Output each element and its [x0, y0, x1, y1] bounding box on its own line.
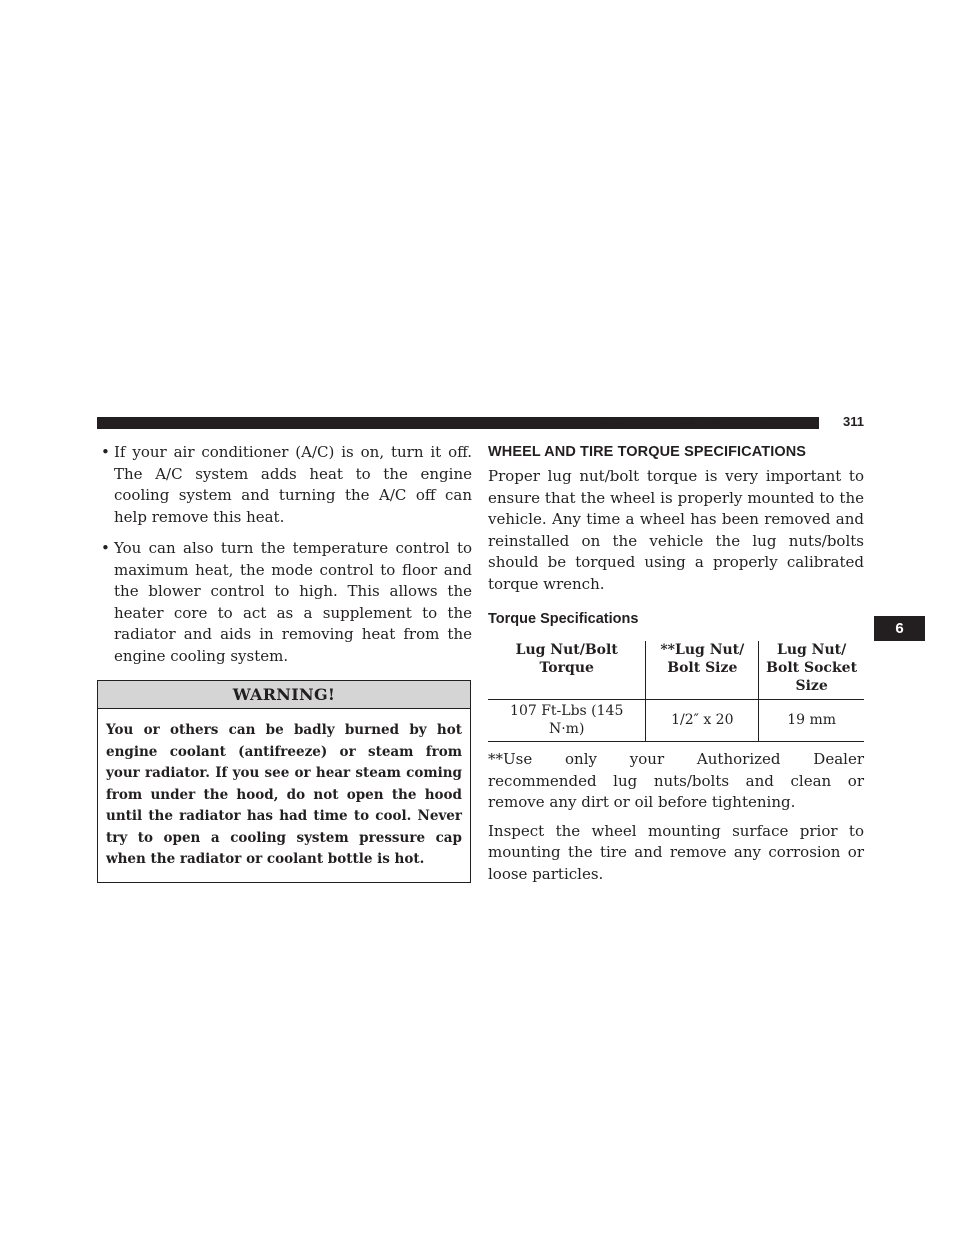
- warning-box: [97, 680, 471, 883]
- bullet-icon: •: [101, 539, 110, 557]
- torque-table: [488, 641, 864, 742]
- table-header-cell: Lug Nut/ Bolt Socket Size: [759, 641, 864, 700]
- bullet-text: If your air conditioner (A/C) is on, turn it off. The A/C system adds heat to the engine cooling system and turning the A/C off can help remove this heat.: [114, 443, 472, 526]
- table-header-cell: **Lug Nut/ Bolt Size: [646, 641, 759, 700]
- chapter-tab: 6: [874, 616, 925, 641]
- subsection-title: Torque Specifications: [488, 611, 639, 627]
- list-item: [97, 538, 472, 667]
- warning-heading: WARNING!: [98, 681, 470, 709]
- bullet-icon: •: [101, 443, 110, 461]
- running-header-title: WHAT TO DO IN EMERGENCIES: [593, 414, 797, 429]
- bullet-text: You can also turn the temperature control to maximum heat, the mode control to floor and the blower control to high. This allows the heater core to act as a supplement to the radiator and aids in removing heat from the engine cooling system.: [114, 539, 472, 665]
- note-paragraph: **Use only your Authorized Dealer recommended lug nuts/bolts and clean or remove any dirt or oil before tightening.: [488, 750, 864, 811]
- table-header-cell: Lug Nut/Bolt Torque: [488, 641, 646, 700]
- intro-paragraph: Proper lug nut/bolt torque is very important to ensure that the wheel is properly mounted to the vehicle. Any time a wheel has been removed and reinstalled on the vehicle the lug nuts/bolts should be torqued using a properly calibrated torque wrench.: [488, 467, 864, 593]
- left-column: [97, 442, 472, 883]
- inspect-paragraph: Inspect the wheel mounting surface prior to mounting the tire and remove any corrosion or loose particles.: [488, 821, 864, 883]
- table-row: [488, 700, 864, 742]
- list-item: [97, 442, 472, 528]
- section-title: WHEEL AND TIRE TORQUE SPECIFICATIONS: [488, 444, 807, 460]
- page-number: 311: [843, 414, 864, 429]
- table-cell: 1/2″ x 20: [646, 700, 759, 742]
- table-cell: 107 Ft-Lbs (145 N·m): [488, 700, 646, 742]
- table-header-row: [488, 641, 864, 700]
- right-column: [488, 442, 864, 885]
- warning-text: You or others can be badly burned by hot engine coolant (antifreeze) or steam from your radiator. If you see or hear steam coming from under the hood, do not open the hood until the radiator has had time to cool. Never try to open a cooling system pressure cap when the radiator or coolant bottle is hot.: [106, 722, 462, 867]
- table-cell: 19 mm: [759, 700, 864, 742]
